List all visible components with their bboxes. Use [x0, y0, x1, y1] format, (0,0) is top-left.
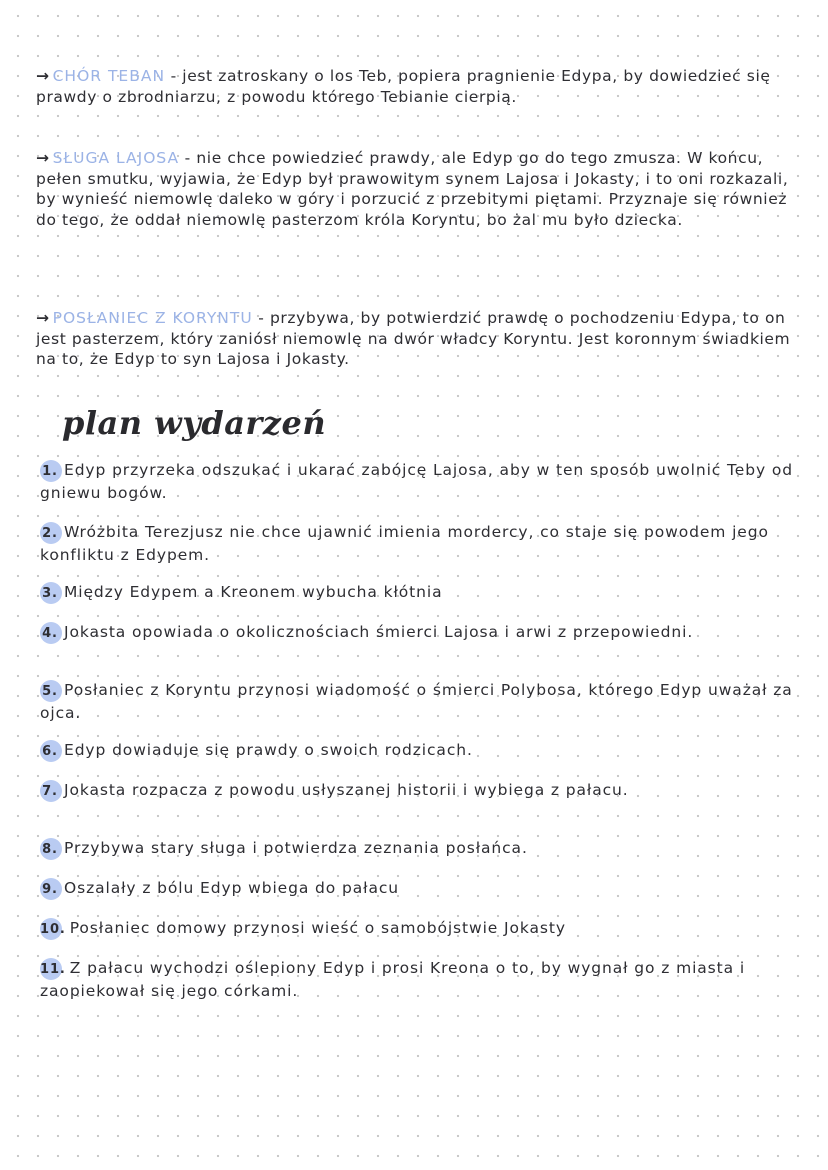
character-description: - nie chce powiedzieć prawdy, ale Edyp go do tego zmusza. W końcu, pełen smutku, wyjawia, że Edyp był prawowitym synem Lajosa i Jokasty, i to oni rozkazali, by wynieść niemowlę daleko w góry i porzucić z przebitymi piętami. Przyznaje się również do tego, że oddał niemowlę pasterzom króla Koryntu, bo żal mu było dziecka. — [36, 149, 789, 229]
event-text: Między Edypem a Kreonem wybucha kłótnia — [64, 583, 443, 601]
event-item — [40, 460, 800, 503]
event-text: Edyp dowiaduje się prawdy o swoich rodzicach. — [64, 741, 473, 759]
event-number-badge: 5. — [40, 682, 60, 703]
character-paragraph — [36, 148, 796, 230]
event-item — [40, 680, 800, 723]
event-number-badge: 4. — [40, 624, 60, 645]
event-number-badge: 2. — [40, 524, 60, 545]
event-text: Posłaniec z Koryntu przynosi wiadomość o śmierci Polybosa, którego Edyp uważał za ojca. — [40, 681, 793, 722]
character-description: - przybywa, by potwierdzić prawdę o pochodzeniu Edypa, to on jest pasterzem, który zaniósł niemowlę na dwór władcy Koryntu. Jest koronnym świadkiem na to, że Edyp to syn Lajosa i Jokasty. — [36, 309, 791, 368]
arrow-icon: → — [36, 67, 50, 85]
event-number-badge: 6. — [40, 742, 60, 763]
event-number-badge: 1. — [40, 462, 60, 483]
event-number-badge: 8. — [40, 840, 60, 861]
arrow-icon: → — [36, 309, 50, 327]
event-text: Jokasta rozpacza z powodu usłyszanej historii i wybiega z pałacu. — [64, 781, 629, 799]
event-text: Jokasta opowiada o okolicznościach śmierci Lajosa i arwi z przepowiedni. — [64, 623, 694, 641]
character-name: POSŁANIEC Z KORYNTU — [52, 309, 253, 327]
event-text: Edyp przyrzeka odszukać i ukarać zabójcę Lajosa, aby w ten sposób uwolnić Teby od gniewu bogów. — [40, 461, 793, 502]
event-text: Wróżbita Terezjusz nie chce ujawnić imienia mordercy, co staje się powodem jego konfliktu z Edypem. — [40, 523, 769, 564]
event-number-badge: 9. — [40, 880, 60, 901]
event-item — [40, 740, 800, 763]
character-paragraph — [36, 308, 796, 370]
character-description: - jest zatroskany o los Teb, popiera pragnienie Edypa, by dowiedzieć się prawdy o zbrodniarzu, z powodu którego Tebianie cierpią. — [36, 67, 771, 106]
character-entry-sluga — [36, 148, 796, 230]
character-name: SŁUGA LAJOSA — [52, 149, 180, 167]
character-paragraph — [36, 66, 796, 107]
event-number-badge: 10. — [40, 920, 66, 941]
character-entry-poslaniec — [36, 308, 796, 370]
event-item — [40, 958, 800, 1001]
event-text: Przybywa stary sługa i potwierdza zeznania posłańca. — [64, 839, 528, 857]
event-number-badge: 11. — [40, 960, 66, 981]
event-item — [40, 780, 800, 803]
event-text: Z pałacu wychodzi oślepiony Edyp i prosi Kreona o to, by wygnał go z miasta i zaopiekował się jego córkami. — [40, 959, 746, 1000]
arrow-icon: → — [36, 149, 50, 167]
event-item — [40, 522, 800, 565]
event-number-badge: 7. — [40, 782, 60, 803]
character-entry-chor — [36, 66, 796, 107]
event-item — [40, 878, 800, 901]
plan-title: plan wydarzeń — [62, 404, 327, 442]
event-item — [40, 582, 800, 605]
event-text: Oszalały z bólu Edyp wbiega do pałacu — [64, 879, 399, 897]
event-item — [40, 622, 800, 645]
character-name: CHÓR TEBAN — [52, 67, 166, 85]
event-number-badge: 3. — [40, 584, 60, 605]
event-item — [40, 838, 800, 861]
event-text: Posłaniec domowy przynosi wieść o samobójstwie Jokasty — [69, 919, 566, 937]
event-item — [40, 918, 800, 941]
